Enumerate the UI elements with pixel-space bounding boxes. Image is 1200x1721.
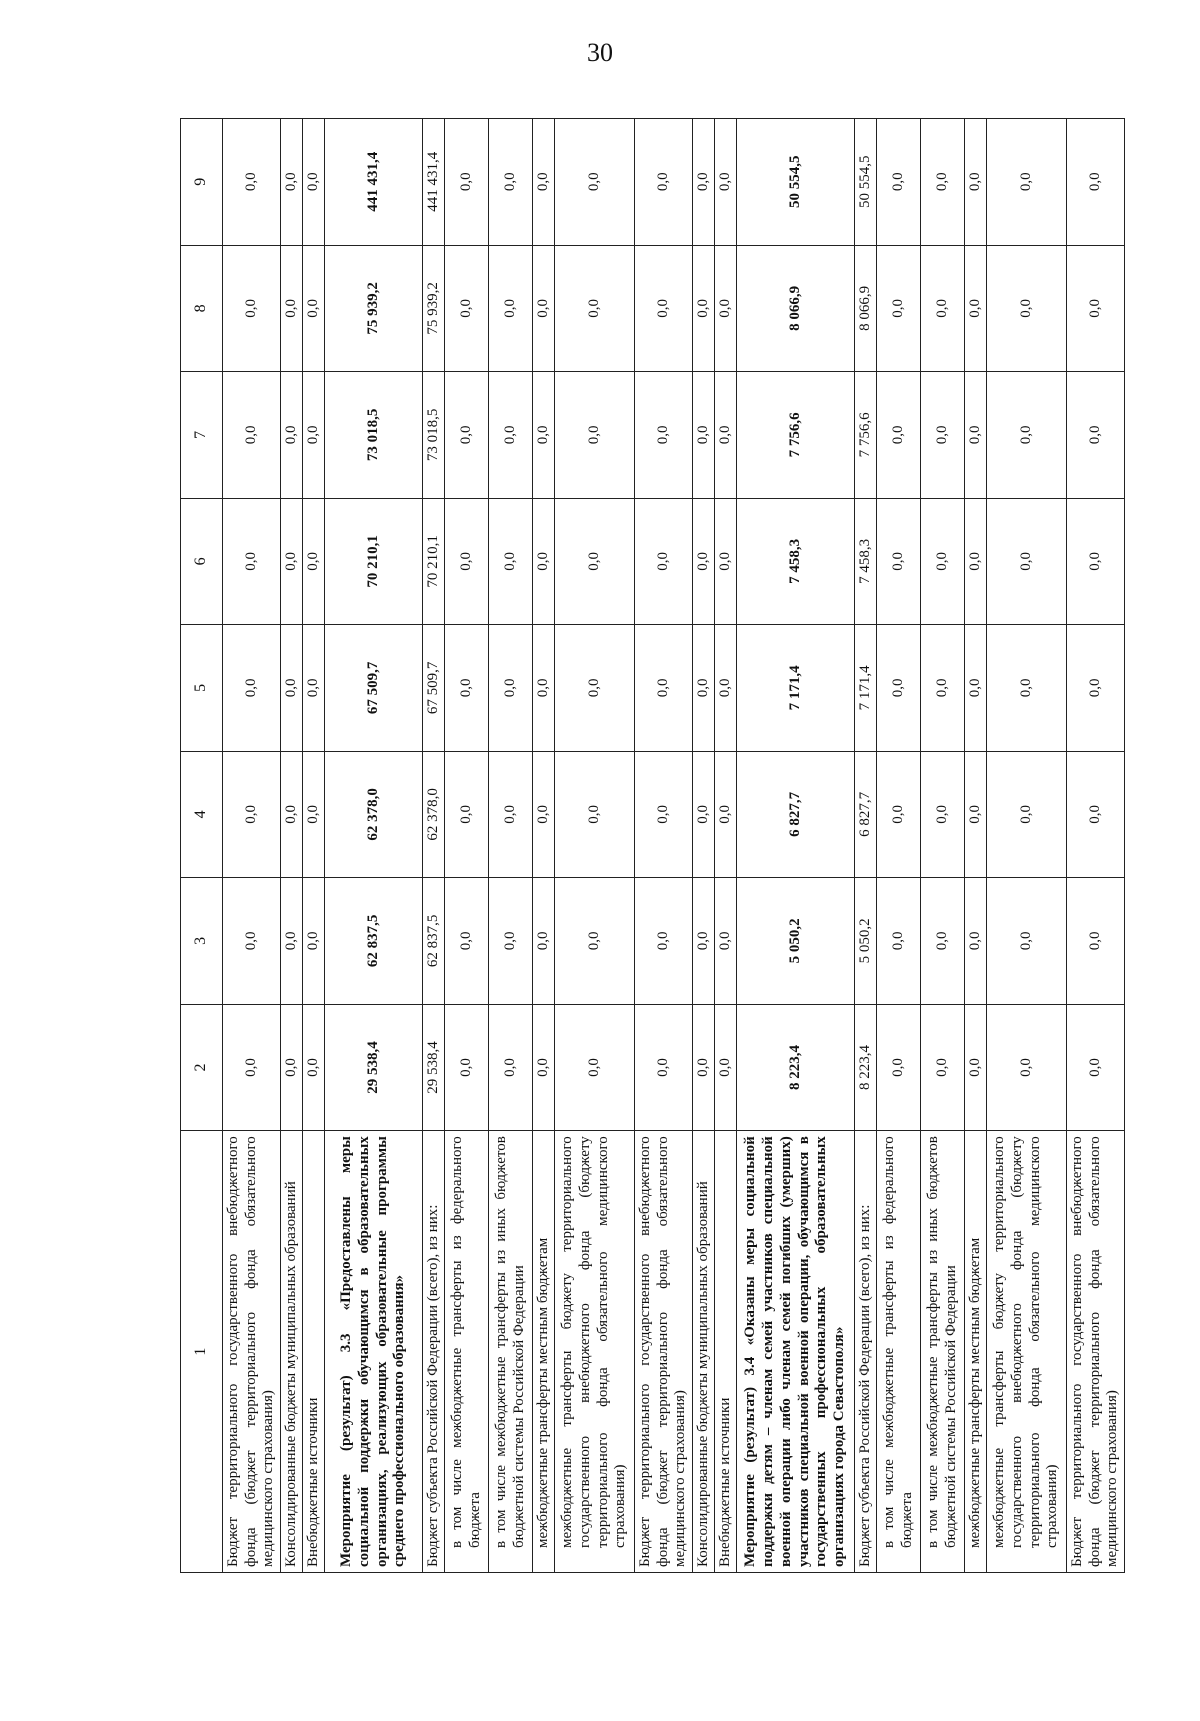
- value-cell: 0,0: [303, 878, 325, 1005]
- table-row: [877, 119, 921, 1573]
- value-cell: 441 431,4: [423, 119, 445, 246]
- value-cell: 0,0: [693, 119, 715, 246]
- value-cell: 0,0: [533, 372, 555, 499]
- value-cell: 0,0: [223, 372, 281, 499]
- row-label: межбюджетные трансферты местным бюджетам: [533, 1131, 555, 1573]
- value-cell: 50 554,5: [737, 119, 855, 246]
- table-row: [693, 119, 715, 1573]
- table-row: [635, 119, 693, 1573]
- value-cell: 29 538,4: [325, 1004, 423, 1131]
- value-cell: 0,0: [533, 625, 555, 752]
- value-cell: 0,0: [715, 119, 737, 246]
- value-cell: 0,0: [921, 498, 965, 625]
- value-cell: 0,0: [635, 498, 693, 625]
- row-label: Мероприятие (результат) 3.3 «Предоставлены меры социальной поддержки обучающимся в образовательных организациях, реализующих образовательные программы среднего профессионального образования»: [325, 1131, 423, 1573]
- value-cell: 0,0: [555, 625, 635, 752]
- value-cell: 75 939,2: [325, 245, 423, 372]
- event-row: [325, 119, 423, 1573]
- value-cell: 5 050,2: [855, 878, 877, 1005]
- value-cell: 7 756,6: [737, 372, 855, 499]
- column-header: 2: [181, 1004, 223, 1131]
- value-cell: 0,0: [533, 878, 555, 1005]
- table-row: [423, 119, 445, 1573]
- column-header: 1: [181, 1131, 223, 1573]
- value-cell: 0,0: [693, 372, 715, 499]
- value-cell: 0,0: [281, 372, 303, 499]
- value-cell: 0,0: [715, 245, 737, 372]
- value-cell: 0,0: [303, 372, 325, 499]
- value-cell: 0,0: [877, 1004, 921, 1131]
- value-cell: 0,0: [1067, 245, 1125, 372]
- value-cell: 0,0: [303, 751, 325, 878]
- value-cell: 0,0: [489, 878, 533, 1005]
- value-cell: 0,0: [635, 119, 693, 246]
- value-cell: 7 171,4: [855, 625, 877, 752]
- value-cell: 0,0: [303, 625, 325, 752]
- table-body: [223, 119, 1125, 1573]
- table-row: [987, 119, 1067, 1573]
- value-cell: 0,0: [1067, 372, 1125, 499]
- value-cell: 0,0: [635, 372, 693, 499]
- value-cell: 0,0: [489, 245, 533, 372]
- value-cell: 0,0: [281, 119, 303, 246]
- value-cell: 73 018,5: [325, 372, 423, 499]
- row-label: в том числе межбюджетные трансферты из иных бюджетов бюджетной системы Российской Федерации: [921, 1131, 965, 1573]
- value-cell: 0,0: [281, 245, 303, 372]
- value-cell: 0,0: [533, 1004, 555, 1131]
- value-cell: 0,0: [533, 751, 555, 878]
- table-row: [855, 119, 877, 1573]
- value-cell: 0,0: [303, 119, 325, 246]
- value-cell: 0,0: [715, 498, 737, 625]
- value-cell: 0,0: [223, 878, 281, 1005]
- value-cell: 0,0: [445, 1004, 489, 1131]
- value-cell: 62 378,0: [325, 751, 423, 878]
- value-cell: 0,0: [693, 878, 715, 1005]
- row-label: Консолидированные бюджеты муниципальных образований: [281, 1131, 303, 1573]
- value-cell: 0,0: [281, 498, 303, 625]
- value-cell: 0,0: [445, 878, 489, 1005]
- value-cell: 0,0: [533, 498, 555, 625]
- column-header: 8: [181, 245, 223, 372]
- value-cell: 0,0: [445, 625, 489, 752]
- value-cell: 0,0: [965, 878, 987, 1005]
- value-cell: 0,0: [489, 498, 533, 625]
- table-row: [965, 119, 987, 1573]
- value-cell: 5 050,2: [737, 878, 855, 1005]
- value-cell: 0,0: [877, 498, 921, 625]
- value-cell: 0,0: [1067, 498, 1125, 625]
- value-cell: 0,0: [303, 245, 325, 372]
- value-cell: 0,0: [1067, 625, 1125, 752]
- value-cell: 8 223,4: [855, 1004, 877, 1131]
- value-cell: 0,0: [715, 751, 737, 878]
- value-cell: 0,0: [965, 119, 987, 246]
- value-cell: 0,0: [921, 245, 965, 372]
- column-header: 6: [181, 498, 223, 625]
- value-cell: 0,0: [489, 751, 533, 878]
- table-header-row: [181, 119, 223, 1573]
- row-label: межбюджетные трансферты местным бюджетам: [965, 1131, 987, 1573]
- value-cell: 0,0: [715, 625, 737, 752]
- row-label: в том числе межбюджетные трансферты из федерального бюджета: [877, 1131, 921, 1573]
- table-row: [223, 119, 281, 1573]
- value-cell: 0,0: [877, 878, 921, 1005]
- value-cell: 0,0: [635, 751, 693, 878]
- value-cell: 0,0: [635, 1004, 693, 1131]
- value-cell: 0,0: [223, 751, 281, 878]
- value-cell: 0,0: [533, 245, 555, 372]
- table-row: [281, 119, 303, 1573]
- value-cell: 0,0: [987, 625, 1067, 752]
- value-cell: 0,0: [489, 119, 533, 246]
- value-cell: 0,0: [921, 751, 965, 878]
- value-cell: 0,0: [693, 751, 715, 878]
- value-cell: 0,0: [1067, 119, 1125, 246]
- value-cell: 0,0: [223, 119, 281, 246]
- value-cell: 0,0: [921, 372, 965, 499]
- value-cell: 0,0: [921, 878, 965, 1005]
- value-cell: 0,0: [965, 625, 987, 752]
- row-label: Консолидированные бюджеты муниципальных образований: [693, 1131, 715, 1573]
- value-cell: 0,0: [223, 625, 281, 752]
- value-cell: 0,0: [445, 245, 489, 372]
- value-cell: 0,0: [555, 119, 635, 246]
- row-label: Мероприятие (результат) 3.4 «Оказаны меры социальной поддержки детям – членам семей участников специальной военной операции либо членам семей погибших (умерших) участников специальной военной операции, обучающимся в государственных профессиональных образовательных организациях города Севастополя»: [737, 1131, 855, 1573]
- value-cell: 62 837,5: [325, 878, 423, 1005]
- value-cell: 62 837,5: [423, 878, 445, 1005]
- value-cell: 0,0: [715, 878, 737, 1005]
- value-cell: 0,0: [987, 245, 1067, 372]
- value-cell: 67 509,7: [325, 625, 423, 752]
- value-cell: 0,0: [635, 878, 693, 1005]
- value-cell: 0,0: [877, 625, 921, 752]
- value-cell: 0,0: [555, 1004, 635, 1131]
- value-cell: 0,0: [693, 498, 715, 625]
- budget-table-container: [180, 118, 1121, 1573]
- row-label: Бюджет территориального государственного внебюджетного фонда (бюджет территориального фонда обязательного медицинского страхования): [223, 1131, 281, 1573]
- value-cell: 0,0: [555, 245, 635, 372]
- value-cell: 0,0: [281, 1004, 303, 1131]
- table-row: [489, 119, 533, 1573]
- table-row: [533, 119, 555, 1573]
- value-cell: 0,0: [555, 498, 635, 625]
- value-cell: 0,0: [987, 119, 1067, 246]
- value-cell: 0,0: [489, 625, 533, 752]
- value-cell: 0,0: [921, 1004, 965, 1131]
- value-cell: 8 223,4: [737, 1004, 855, 1131]
- table-row: [555, 119, 635, 1573]
- row-label: Бюджет территориального государственного внебюджетного фонда (бюджет территориального фонда обязательного медицинского страхования): [1067, 1131, 1125, 1573]
- budget-table: [180, 118, 1125, 1573]
- value-cell: 7 458,3: [737, 498, 855, 625]
- row-label: Внебюджетные источники: [715, 1131, 737, 1573]
- value-cell: 7 171,4: [737, 625, 855, 752]
- event-row: [737, 119, 855, 1573]
- value-cell: 73 018,5: [423, 372, 445, 499]
- value-cell: 0,0: [921, 625, 965, 752]
- column-header: 4: [181, 751, 223, 878]
- value-cell: 0,0: [965, 1004, 987, 1131]
- value-cell: 62 378,0: [423, 751, 445, 878]
- value-cell: 0,0: [303, 1004, 325, 1131]
- value-cell: 0,0: [987, 498, 1067, 625]
- value-cell: 0,0: [281, 751, 303, 878]
- row-label: в том числе межбюджетные трансферты из иных бюджетов бюджетной системы Российской Федерации: [489, 1131, 533, 1573]
- value-cell: 0,0: [965, 751, 987, 878]
- value-cell: 441 431,4: [325, 119, 423, 246]
- value-cell: 0,0: [693, 245, 715, 372]
- value-cell: 70 210,1: [423, 498, 445, 625]
- column-header: 5: [181, 625, 223, 752]
- column-header: 7: [181, 372, 223, 499]
- value-cell: 0,0: [1067, 878, 1125, 1005]
- value-cell: 0,0: [223, 1004, 281, 1131]
- column-header: 9: [181, 119, 223, 246]
- value-cell: 8 066,9: [855, 245, 877, 372]
- value-cell: 67 509,7: [423, 625, 445, 752]
- value-cell: 0,0: [489, 1004, 533, 1131]
- value-cell: 0,0: [921, 119, 965, 246]
- value-cell: 0,0: [281, 878, 303, 1005]
- row-label: межбюджетные трансферты бюджету территориального государственного внебюджетного фонда (бюджету территориального фонда обязательного медицинского страхования): [987, 1131, 1067, 1573]
- value-cell: 0,0: [555, 751, 635, 878]
- table-row: [715, 119, 737, 1573]
- value-cell: 70 210,1: [325, 498, 423, 625]
- value-cell: 0,0: [445, 751, 489, 878]
- value-cell: 8 066,9: [737, 245, 855, 372]
- value-cell: 0,0: [555, 372, 635, 499]
- row-label: Внебюджетные источники: [303, 1131, 325, 1573]
- value-cell: 0,0: [445, 119, 489, 246]
- row-label: в том числе межбюджетные трансферты из федерального бюджета: [445, 1131, 489, 1573]
- value-cell: 0,0: [965, 372, 987, 499]
- value-cell: 0,0: [445, 372, 489, 499]
- value-cell: 0,0: [715, 1004, 737, 1131]
- value-cell: 0,0: [635, 625, 693, 752]
- row-label: межбюджетные трансферты бюджету территориального государственного внебюджетного фонда (бюджету территориального фонда обязательного медицинского страхования): [555, 1131, 635, 1573]
- value-cell: 0,0: [987, 1004, 1067, 1131]
- value-cell: 0,0: [635, 245, 693, 372]
- value-cell: 0,0: [693, 1004, 715, 1131]
- table-row: [445, 119, 489, 1573]
- row-label: Бюджет субъекта Российской Федерации (всего), из них:: [423, 1131, 445, 1573]
- page-number: 30: [587, 38, 613, 67]
- value-cell: 7 458,3: [855, 498, 877, 625]
- value-cell: 0,0: [1067, 751, 1125, 878]
- row-label: Бюджет территориального государственного внебюджетного фонда (бюджет территориального фонда обязательного медицинского страхования): [635, 1131, 693, 1573]
- value-cell: 6 827,7: [737, 751, 855, 878]
- value-cell: 0,0: [965, 498, 987, 625]
- value-cell: 0,0: [877, 372, 921, 499]
- value-cell: 0,0: [303, 498, 325, 625]
- table-row: [921, 119, 965, 1573]
- table-row: [1067, 119, 1125, 1573]
- value-cell: 0,0: [693, 625, 715, 752]
- value-cell: 0,0: [223, 245, 281, 372]
- value-cell: 6 827,7: [855, 751, 877, 878]
- value-cell: 75 939,2: [423, 245, 445, 372]
- value-cell: 0,0: [965, 245, 987, 372]
- value-cell: 0,0: [555, 878, 635, 1005]
- value-cell: 0,0: [987, 372, 1067, 499]
- value-cell: 0,0: [533, 119, 555, 246]
- value-cell: 0,0: [987, 751, 1067, 878]
- value-cell: 0,0: [987, 878, 1067, 1005]
- value-cell: 50 554,5: [855, 119, 877, 246]
- value-cell: 29 538,4: [423, 1004, 445, 1131]
- column-header: 3: [181, 878, 223, 1005]
- value-cell: 7 756,6: [855, 372, 877, 499]
- value-cell: 0,0: [877, 119, 921, 246]
- row-label: Бюджет субъекта Российской Федерации (всего), из них:: [855, 1131, 877, 1573]
- value-cell: 0,0: [489, 372, 533, 499]
- value-cell: 0,0: [281, 625, 303, 752]
- value-cell: 0,0: [715, 372, 737, 499]
- value-cell: 0,0: [445, 498, 489, 625]
- value-cell: 0,0: [877, 751, 921, 878]
- value-cell: 0,0: [223, 498, 281, 625]
- value-cell: 0,0: [877, 245, 921, 372]
- value-cell: 0,0: [1067, 1004, 1125, 1131]
- table-row: [303, 119, 325, 1573]
